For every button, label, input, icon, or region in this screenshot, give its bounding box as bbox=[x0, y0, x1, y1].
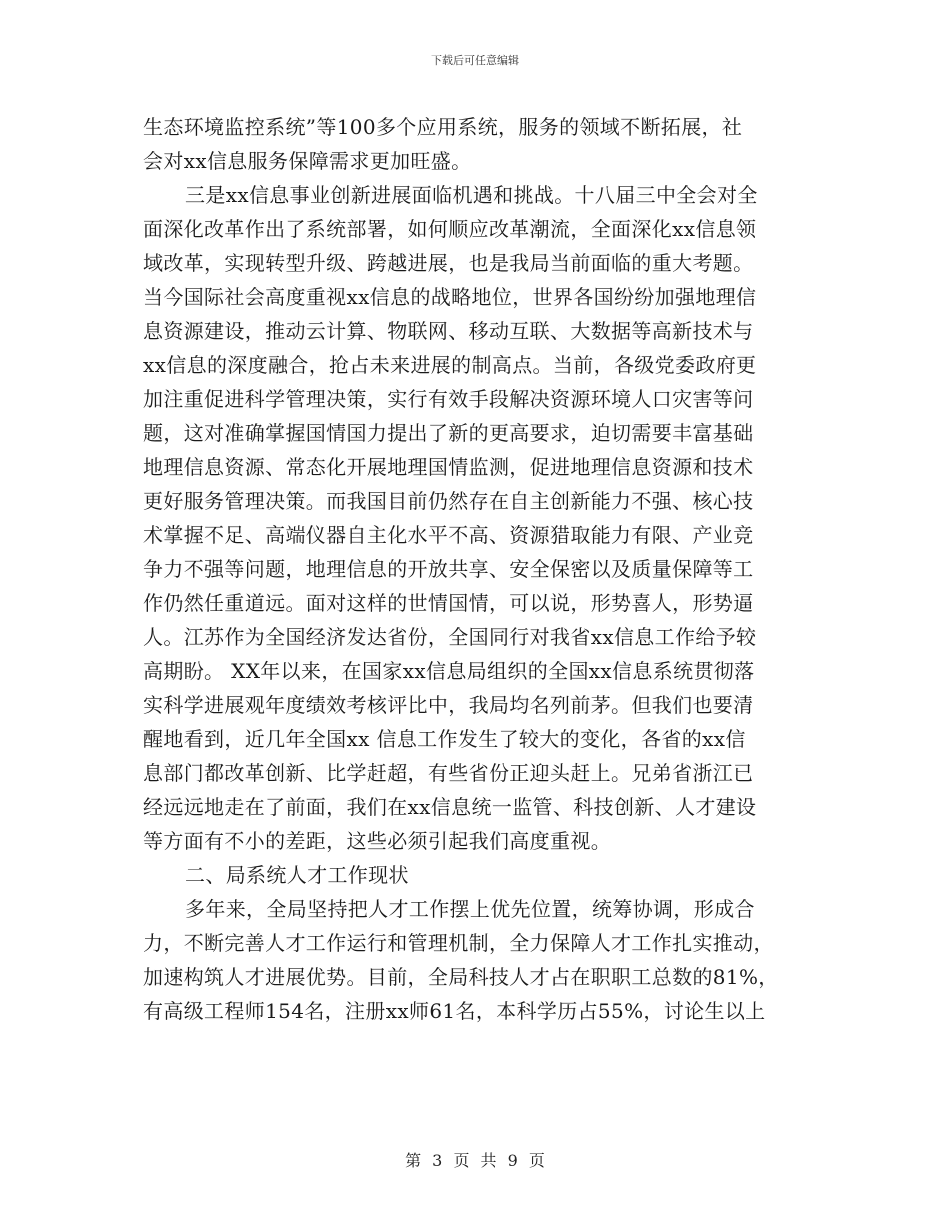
text-line: 生态环境监控系统”等100多个应用系统，服务的领域不断拓展，社 bbox=[143, 115, 743, 139]
text-line: 高期盼。 XX年以来，在国家xx信息局组织的全国xx信息系统贯彻落 bbox=[143, 659, 755, 683]
text-line: 地理信息资源、常态化开展地理国情监测，促进地理信息资源和技术 bbox=[143, 455, 754, 479]
text-line: 作仍然任重道远。面对这样的世情国情，可以说，形势喜人，形势逼 bbox=[143, 591, 754, 615]
text-line: 有高级工程师154名，注册xx师61名，本科学历占55%，讨论生以上 bbox=[143, 999, 766, 1023]
body-text bbox=[143, 110, 808, 1028]
text-line: 息资源建设，推动云计算、物联网、移动互联、大数据等高新技术与 bbox=[143, 319, 754, 343]
text-line: 术掌握不足、高端仪器自主化水平不高、资源猎取能力有限、产业竞 bbox=[143, 523, 754, 547]
text-line: 域改革，实现转型升级、跨越进展，也是我局当前面临的重大考题。 bbox=[143, 251, 754, 275]
page-header: 下载后可任意编辑 bbox=[431, 54, 519, 67]
text-line: 面深化改革作出了系统部署，如何顺应改革潮流，全面深化xx信息领 bbox=[143, 217, 757, 241]
paragraph-start-line: 三是xx信息事业创新进展面临机遇和挑战。十八届三中全会对全 bbox=[185, 183, 758, 207]
page-footer: 第 3 页 共 9 页 bbox=[405, 1151, 545, 1170]
text-line: xx信息的深度融合，抢占未来进展的制高点。当前，各级党委政府更 bbox=[143, 353, 757, 377]
text-line: 题，这对准确掌握国情国力提出了新的更高要求，迫切需要丰富基础 bbox=[143, 421, 754, 445]
text-line: 加注重促进科学管理决策，实行有效手段解决资源环境人口灾害等问 bbox=[143, 387, 754, 411]
text-line: 实科学进展观年度绩效考核评比中，我局均名列前茅。但我们也要清 bbox=[143, 693, 754, 717]
text-line: 经远远地走在了前面，我们在xx信息统一监管、科技创新、人才建设 bbox=[143, 795, 757, 819]
text-line: 等方面有不小的差距，这些必须引起我们高度重视。 bbox=[143, 829, 612, 853]
paragraph-start-line: 多年来，全局坚持把人才工作摆上优先位置，统筹协调，形成合 bbox=[185, 897, 755, 921]
text-line: 息部门都改革创新、比学赶超，有些省份正迎头赶上。兄弟省浙江已 bbox=[143, 761, 754, 785]
text-line: 会对xx信息服务保障需求更加旺盛。 bbox=[143, 149, 472, 173]
section-heading: 二、局系统人才工作现状 bbox=[185, 863, 409, 887]
text-line: 醒地看到，近几年全国xx 信息工作发生了较大的变化，各省的xx信 bbox=[143, 727, 746, 751]
text-line: 更好服务管理决策。而我国目前仍然存在自主创新能力不强、核心技 bbox=[143, 489, 754, 513]
text-line: 加速构筑人才进展优势。目前，全局科技人才占在职职工总数的81%， bbox=[143, 965, 779, 989]
text-line: 力，不断完善人才工作运行和管理机制，全力保障人才工作扎实推动， bbox=[143, 931, 774, 955]
text-line: 争力不强等问题，地理信息的开放共享、安全保密以及质量保障等工 bbox=[143, 557, 754, 581]
text-line: 当今国际社会高度重视xx信息的战略地位，世界各国纷纷加强地理信 bbox=[143, 285, 757, 309]
text-line: 人。江苏作为全国经济发达省份，全国同行对我省xx信息工作给予较 bbox=[143, 625, 757, 649]
